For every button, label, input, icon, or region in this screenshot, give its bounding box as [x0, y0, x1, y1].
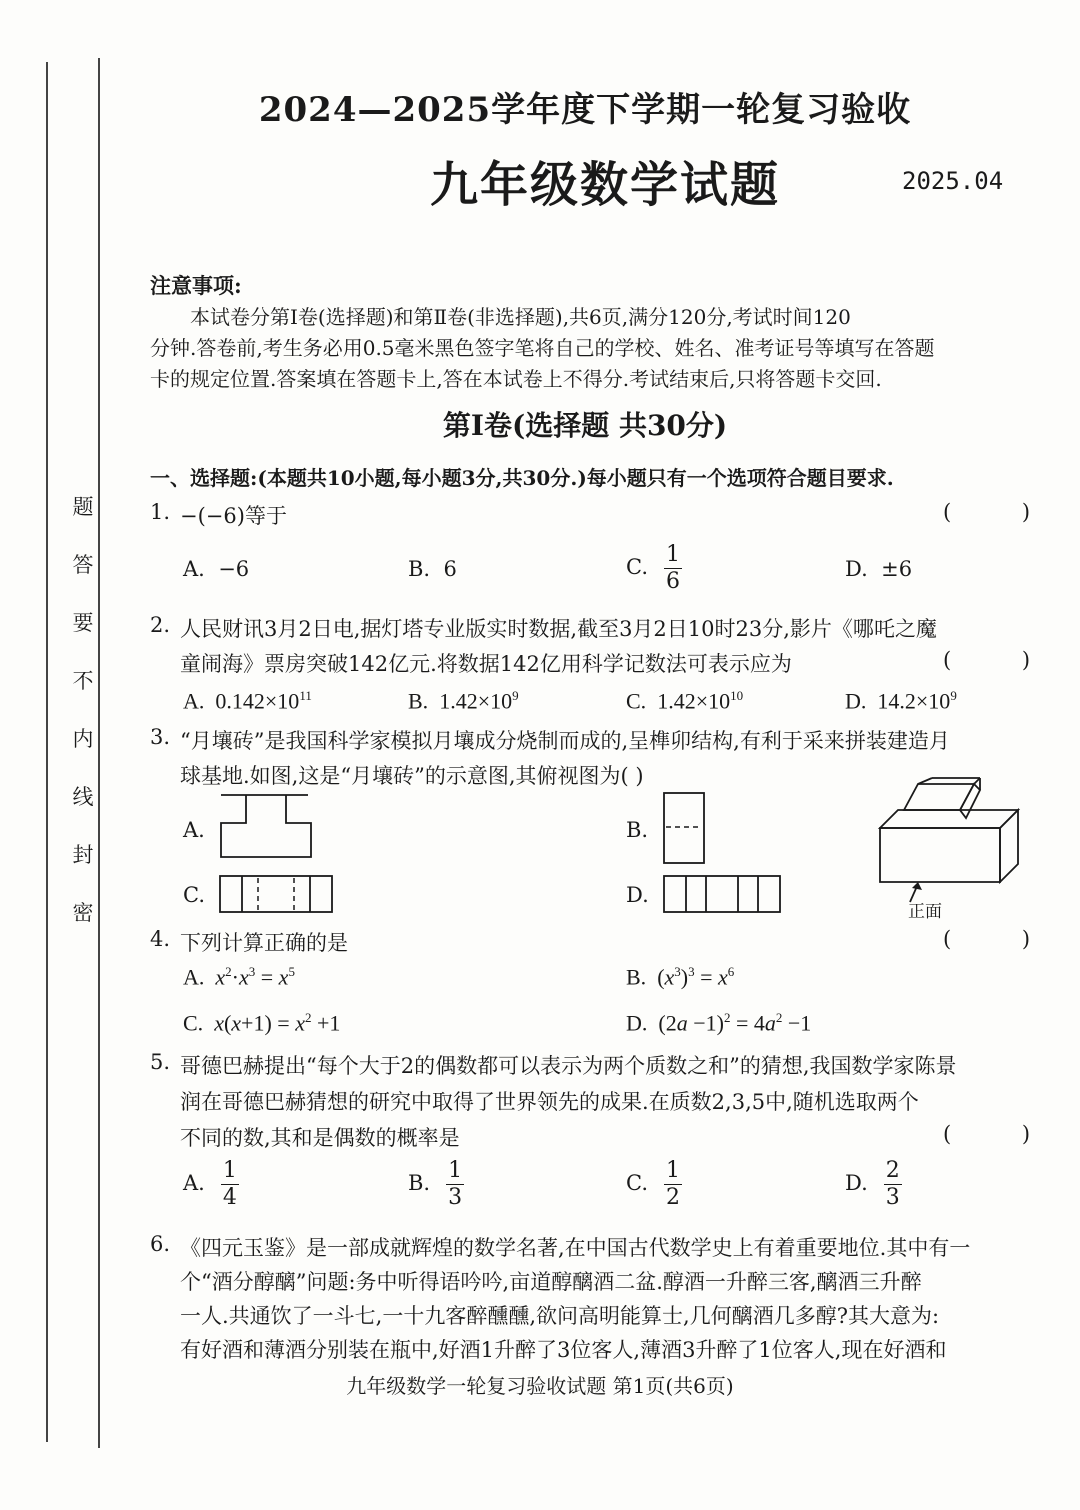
option-label: B.	[408, 557, 431, 581]
base-top	[880, 810, 1018, 828]
option-value: 6	[443, 557, 457, 581]
q3-option-d-figure	[662, 874, 782, 914]
q5-line: 不同的数,其和是偶数的概率是	[180, 1126, 460, 1150]
notice-line: 分钟.答卷前,考生务必用0.5毫米黑色签字笔将自己的学校、姓名、准考证号等填写在答题	[150, 336, 935, 360]
top-block-side	[960, 784, 980, 818]
exam-date: 2025.04	[902, 167, 1004, 195]
q2-option-d	[845, 688, 957, 714]
exponent: 11	[299, 688, 312, 703]
top-block-front	[904, 784, 974, 810]
numerator: 1	[666, 1158, 680, 1183]
q1-option-a	[183, 557, 249, 581]
option-label: D.	[626, 1010, 648, 1036]
q3-line: 球基地.如图,这是“月壤砖”的示意图,其俯视图为( )	[180, 764, 644, 788]
option-label: C.	[626, 1171, 648, 1195]
fraction	[884, 1158, 902, 1211]
option-label: C.	[626, 555, 648, 579]
denominator: 6	[666, 569, 680, 594]
q5-line: 润在哥德巴赫猜想的研究中取得了世界领先的成果.在质数2,3,5中,随机选取两个	[180, 1090, 919, 1114]
q4-number: 4.	[150, 927, 171, 951]
q1-option-b	[408, 557, 457, 581]
option-label: A.	[183, 964, 205, 990]
binding-line-outer	[46, 62, 48, 1442]
q4-option-d: D. $(2a -1)^2 = 4a^2 -1$	[626, 1010, 812, 1036]
option-label: B.	[626, 964, 647, 990]
margin-char: 密	[72, 901, 94, 925]
q1-answer-blank: ( )	[943, 500, 1063, 524]
q3-option-a-figure-fix	[218, 793, 314, 859]
outline	[664, 876, 780, 912]
fraction	[664, 1158, 682, 1211]
q4-option-c: C. $x(x+1) = x^2 +1$	[183, 1010, 341, 1036]
option-label: B.	[408, 688, 429, 714]
option-value: 0.142×10	[215, 688, 300, 714]
option-value: 1.42×10	[439, 688, 513, 714]
numerator: 1	[222, 1158, 237, 1183]
q1-stem: −(−6)等于	[180, 504, 287, 528]
binding-margin-text	[66, 478, 100, 942]
margin-char: 线	[72, 785, 94, 809]
option-label: D.	[845, 557, 868, 581]
q2-number: 2.	[150, 613, 171, 637]
margin-char: 要	[72, 611, 94, 635]
numerator: 2	[885, 1158, 900, 1183]
denominator: 4	[222, 1185, 237, 1210]
q2-answer-blank: ( )	[943, 648, 1063, 672]
q6-line: 个“酒分醇醨”问题:务中听得语吟吟,亩道醇醨酒二盆.醇酒一升醉三客,醨酒三升醉	[180, 1270, 922, 1294]
base-front	[880, 828, 1000, 882]
fraction	[221, 1158, 239, 1211]
q6-line: 《四元玉鉴》是一部成就辉煌的数学名著,在中国古代数学史上有着重要地位.其中有一	[180, 1236, 971, 1260]
outline	[220, 876, 332, 912]
q3-option-b-label: B.	[626, 818, 649, 842]
exam-title-line2: 九年级数学试题	[430, 157, 781, 213]
q3-front-label: 正面	[908, 902, 942, 922]
q5-option-c	[626, 1158, 682, 1211]
q2-option-a	[183, 688, 312, 714]
option-label: A.	[183, 1171, 205, 1195]
option-value: 14.2×10	[877, 688, 951, 714]
q3-option-d-label: D.	[626, 883, 649, 907]
base-side	[1000, 810, 1018, 882]
option-label: B.	[408, 1171, 431, 1195]
exponent: 9	[950, 688, 957, 703]
option-value: ±6	[881, 557, 913, 581]
q3-brick-figure	[874, 776, 1024, 896]
q2-option-b	[408, 688, 519, 714]
option-label: A.	[183, 557, 205, 581]
q6-line: 一人.共通饮了一斗七,一十九客醉醺醺,欲问高明能算士,几何醨酒几多醇?其大意为:	[180, 1304, 940, 1328]
q3-line: “月壤砖”是我国科学家模拟月壤成分烧制而成的,呈榫卯结构,有利于采来拼装建造月	[180, 729, 950, 753]
notice-line: 本试卷分第Ⅰ卷(选择题)和第Ⅱ卷(非选择题),共6页,满分120分,考试时间120	[190, 305, 851, 329]
option-label: C.	[183, 1010, 204, 1036]
margin-char: 内	[72, 727, 94, 751]
q4-stem: 下列计算正确的是	[180, 931, 348, 955]
q4-answer-blank: ( )	[943, 927, 1063, 951]
q3-option-a-label: A.	[183, 818, 205, 842]
q2-line: 人民财讯3月2日电,据灯塔专业版实时数据,截至3月2日10时23分,影片《哪吒之魔	[180, 617, 937, 641]
q3-option-c-figure	[218, 874, 334, 914]
q5-number: 5.	[150, 1050, 171, 1074]
exponent: 9	[512, 688, 519, 703]
q2-option-c	[626, 688, 743, 714]
q2-line: 童闹海》票房突破142亿元.将数据142亿用科学记数法可表示应为	[180, 652, 792, 676]
top-block-edge	[918, 778, 932, 784]
q6-number: 6.	[150, 1232, 171, 1256]
denominator: 3	[885, 1185, 900, 1210]
section-instruction: 一、选择题:(本题共10小题,每小题3分,共30分.)每小题只有一个选项符合题目要求.	[150, 466, 894, 490]
top-block-edge	[974, 778, 980, 784]
exponent: 10	[730, 688, 744, 703]
notice-heading: 注意事项:	[150, 273, 242, 298]
denominator: 3	[448, 1185, 463, 1210]
q5-option-d	[845, 1158, 902, 1211]
outline	[664, 793, 704, 863]
option-label: D.	[845, 688, 867, 714]
q3-option-c-label: C.	[183, 883, 205, 907]
option-label: D.	[845, 1171, 868, 1195]
margin-char: 不	[72, 669, 94, 693]
q1-number: 1.	[150, 500, 171, 524]
denominator: 2	[666, 1185, 680, 1210]
option-value: −6	[218, 557, 250, 581]
q3-number: 3.	[150, 725, 171, 749]
q5-option-b	[408, 1158, 464, 1211]
q6-line: 有好酒和薄酒分别装在瓶中,好酒1升醉了3位客人,薄酒3升醉了1位客人,现在好酒和	[180, 1338, 947, 1362]
exam-title-line1: 2024—2025学年度下学期一轮复习验收	[258, 90, 912, 130]
margin-char: 封	[72, 843, 94, 867]
margin-char: 题	[72, 495, 94, 519]
page-footer: 九年级数学一轮复习验收试题 第1页(共6页)	[346, 1374, 734, 1398]
q1-option-d	[845, 557, 912, 581]
fraction	[664, 542, 682, 595]
q5-line: 哥德巴赫提出“每个大于2的偶数都可以表示为两个质数之和”的猜想,我国数学家陈景	[180, 1054, 957, 1078]
q5-option-a	[183, 1158, 239, 1211]
margin-char: 答	[72, 553, 94, 577]
numerator: 1	[448, 1158, 463, 1183]
q1-option-c	[626, 542, 682, 595]
front-arrow-head	[912, 882, 922, 890]
option-label: A.	[183, 688, 205, 714]
option-value: 1.42×10	[657, 688, 731, 714]
section-title: 第Ⅰ卷(选择题 共30分)	[442, 409, 728, 442]
numerator: 1	[666, 542, 680, 567]
q4-option-a: A. $x^2\cdot x^3 = x^5$	[183, 964, 295, 990]
cover	[218, 793, 314, 859]
q4-option-b: B. $(x^3)^3 = x^6$	[626, 964, 735, 990]
q3-option-b-figure	[662, 791, 706, 865]
option-label: C.	[626, 688, 647, 714]
q5-answer-blank: ( )	[943, 1122, 1063, 1146]
notice-line: 卡的规定位置.答案填在答题卡上,答在本试卷上不得分.考试结束后,只将答题卡交回.	[150, 367, 882, 391]
fraction	[446, 1158, 464, 1211]
